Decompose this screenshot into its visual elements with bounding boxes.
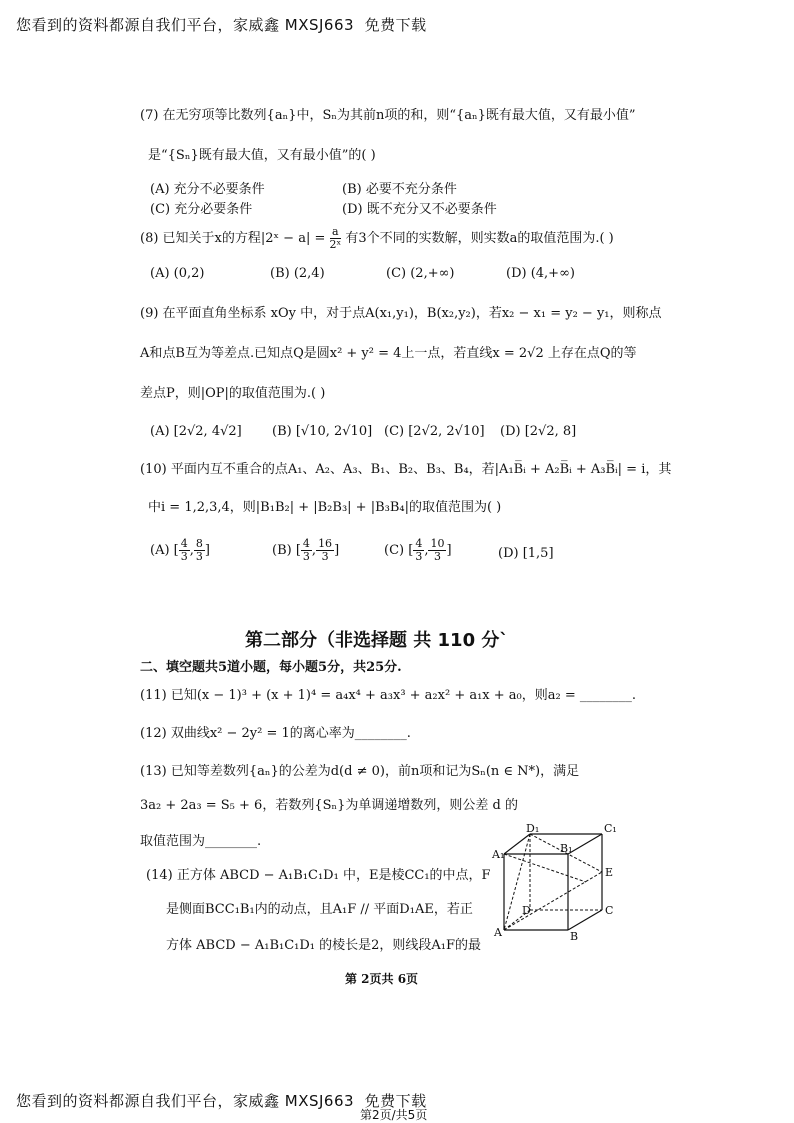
- q10-option-b: (B) [ $\frac{4}{3}$ , $\frac{16}{3}$ ]: [272, 537, 340, 563]
- q13-line1: (13) 已知等差数列{aₙ}的公差为d(d ≠ 0)，前n项和记为Sₙ(n ∈ N*)，满足: [140, 764, 580, 779]
- q8-option-a: (A) (0,2): [150, 266, 205, 281]
- q7-option-a: (A) 充分不必要条件: [150, 182, 265, 197]
- q10-c-frac2: [428, 538, 446, 563]
- fill-in-heading: 二、填空题共5道小题，每小题5分，共25分.: [140, 660, 402, 675]
- frac-den: 3: [302, 550, 310, 563]
- edge-a1d1: [504, 834, 530, 854]
- frac-num: 16: [318, 537, 333, 550]
- edge-bc: [568, 910, 602, 930]
- q10-option-a-label: (A): [150, 543, 170, 558]
- page-counter: 第2页/共5页: [360, 1108, 428, 1122]
- label-b1: B₁: [560, 842, 573, 855]
- label-a: A: [494, 926, 502, 939]
- q8-fraction: [330, 226, 342, 251]
- q7-line2: 是“{Sₙ}既有最大值，又有最小值”的( ): [148, 148, 376, 163]
- q8-option-b: (B) (2,4): [270, 266, 325, 281]
- frac-num: 10: [430, 537, 445, 550]
- frac-den: 3: [321, 550, 329, 563]
- frac-num: 4: [180, 537, 188, 550]
- q8-text-post: 有3个不同的实数解，则实数a的取值范围为.( ): [345, 231, 614, 246]
- q8-frac-num: a: [330, 226, 342, 239]
- q10-line1: (10) 平面内互不重合的点A₁、A₂、A₃、B₁、B₂、B₃、B₄，若|A₁B̅ᵢ + A₂B̅ᵢ + A₃B̅ᵢ| = i，其: [140, 462, 672, 477]
- frac-num: 8: [195, 537, 203, 550]
- label-b: B: [570, 930, 579, 942]
- q7-option-d: (D) 既不充分又不必要条件: [342, 202, 497, 217]
- q7-option-c: (C) 充分必要条件: [150, 202, 253, 217]
- q8-text-pre: (8) 已知关于x的方程|2ˣ − a| =: [140, 231, 326, 246]
- q9-line2: A和点B互为等差点.已知点Q是圆x² + y² = 4上一点，若直线x = 2√2 上存在点Q的等: [140, 346, 637, 361]
- page-footer: 第 2页共 6页: [345, 972, 419, 986]
- frac-num: 4: [302, 537, 310, 550]
- q11: (11) 已知(x − 1)³ + (x + 1)⁴ = a₄x⁴ + a₃x³ + a₂x² + a₁x + a₀，则a₂ = ________.: [140, 688, 637, 703]
- q10-option-d: (D) [1,5]: [498, 546, 554, 561]
- label-a1: A₁: [492, 848, 505, 861]
- q10-c-frac1: [413, 538, 424, 563]
- frac-den: 3: [180, 550, 188, 563]
- q10-option-a: (A) [ $\frac{4}{3}$ , $\frac{8}{3}$ ]: [150, 537, 210, 563]
- q10-b-frac1: [301, 538, 312, 563]
- q10-b-frac2: [316, 538, 334, 563]
- label-c1: C₁: [604, 822, 617, 835]
- q10-option-c-label: (C): [384, 543, 405, 558]
- edge-b1c1: [568, 834, 602, 854]
- q8-option-d: (D) (4,+∞): [506, 266, 575, 281]
- q13-line3: 取值范围为________.: [140, 834, 262, 849]
- q8-frac-den: 2ˣ: [329, 238, 342, 251]
- watermark-bottom: 您看到的资料都源自我们平台，家威鑫 MXSJ663 免费下载: [16, 1092, 427, 1110]
- segment-a1f: [504, 854, 586, 882]
- frac-den: 3: [195, 550, 203, 563]
- q13-line2: 3a₂ + 2a₃ = S₅ + 6，若数列{Sₙ}为单调递增数列，则公差 d 的: [140, 798, 518, 813]
- q9-option-a: (A) [2√2, 4√2]: [150, 424, 242, 439]
- label-e: E: [605, 866, 614, 879]
- q9-option-d: (D) [2√2, 8]: [500, 424, 577, 439]
- q10-a-frac2: [194, 538, 205, 563]
- q12: (12) 双曲线x² − 2y² = 1的离心率为________.: [140, 726, 411, 741]
- frac-den: 3: [415, 550, 423, 563]
- q7-line1: (7) 在无穷项等比数列{aₙ}中，Sₙ为其前n项的和，则“{aₙ}既有最大值，又有最小值”: [140, 108, 636, 123]
- q10-option-b-label: (B): [272, 543, 292, 558]
- q8-option-c: (C) (2,+∞): [386, 266, 455, 281]
- label-c: C: [605, 904, 614, 917]
- q7-option-b: (B) 必要不充分条件: [342, 182, 457, 197]
- q10-line2: 中i = 1,2,3,4，则|B₁B₂| + |B₂B₃| + |B₃B₄|的取值范围为( ): [148, 500, 502, 515]
- q8-line1: [140, 226, 614, 251]
- q10-a-frac1: [179, 538, 190, 563]
- label-d1: D₁: [526, 822, 540, 835]
- watermark-top: 您看到的资料都源自我们平台，家威鑫 MXSJ663 免费下载: [16, 16, 427, 34]
- q14-line3: 方体 ABCD − A₁B₁C₁D₁ 的棱长是2，则线段A₁F的最: [166, 938, 482, 953]
- label-d: D: [522, 904, 531, 917]
- scanned-exam-page: [0, 60, 794, 1090]
- q9-line3: 差点P，则|OP|的取值范围为.( ): [140, 386, 326, 401]
- q14-line2: 是侧面BCC₁B₁内的动点，且A₁F // 平面D₁AE，若正: [166, 902, 473, 917]
- cube-diagram: [490, 822, 620, 942]
- q9-line1: (9) 在平面直角坐标系 xOy 中，对于点A(x₁,y₁)，B(x₂,y₂)，若x₂ − x₁ = y₂ − y₁，则称点: [140, 306, 662, 321]
- q10-option-c: (C) [ $\frac{4}{3}$ , $\frac{10}{3}$ ]: [384, 537, 452, 563]
- part2-title: 第二部分（非选择题 共 110 分`: [245, 630, 509, 651]
- q9-option-c: (C) [2√2, 2√10]: [384, 424, 485, 439]
- frac-num: 4: [415, 537, 423, 550]
- frac-den: 3: [433, 550, 441, 563]
- segment-ae: [504, 872, 602, 930]
- q14-line1: (14) 正方体 ABCD − A₁B₁C₁D₁ 中，E是棱CC₁的中点，F: [146, 868, 491, 883]
- q9-option-b: (B) [√10, 2√10]: [272, 424, 373, 439]
